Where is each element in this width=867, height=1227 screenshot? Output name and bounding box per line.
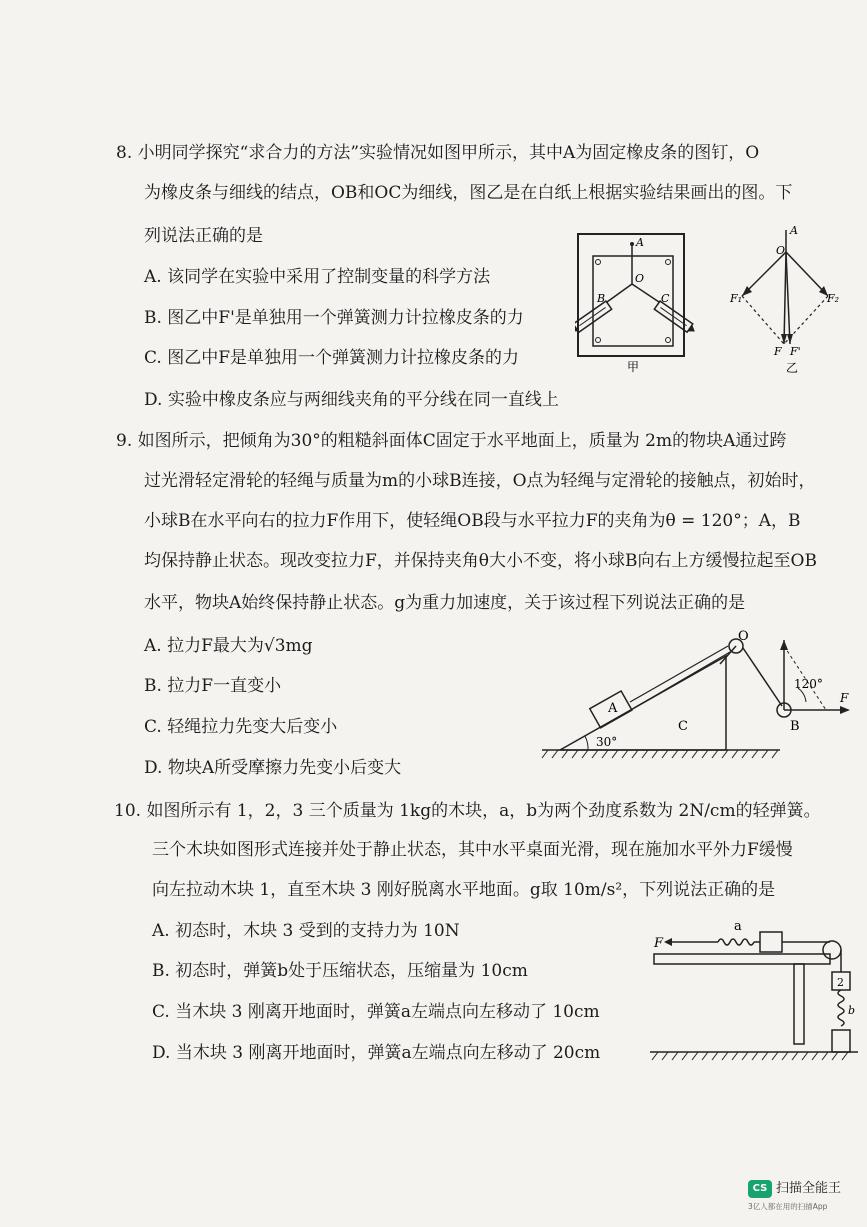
q10-option-b: B. 初态时，弹簧b处于压缩状态，压缩量为 10cm (152, 961, 528, 981)
fig-q9-label-o: O (738, 629, 749, 644)
fig-q10-label-a: a (734, 919, 742, 934)
fig-yi-label-f2: F₂ (827, 292, 840, 305)
q9-option-a: A. 拉力F最大为√3mg (144, 636, 313, 656)
figure-jia (575, 232, 695, 380)
fig-q9-label-f: F (840, 691, 849, 705)
figure-q10-springs (648, 912, 858, 1064)
fig-yi-label-fprime: F' (790, 345, 801, 358)
q9-line-3: 小球B在水平向右的拉力F作用下，使轻绳OB段与水平拉力F的夹角为θ = 120°；A，B (144, 511, 801, 531)
q8-option-d: D. 实验中橡皮条应与两细线夹角的平分线在同一直线上 (144, 390, 559, 410)
q9-option-b: B. 拉力F一直变小 (144, 676, 282, 696)
q9-line-1: 9. 如图所示，把倾角为30°的粗糙斜面体C固定于水平地面上，质量为 2m的物块A通过跨 (116, 431, 787, 451)
fig-q10-label-f: F (654, 936, 664, 951)
q10-option-a: A. 初态时，木块 3 受到的支持力为 10N (152, 921, 460, 941)
fig-yi-label-f: F (774, 345, 782, 358)
fig-yi-label-o: O (776, 244, 786, 257)
q9-line-2: 过光滑轻定滑轮的轻绳与质量为m的小球B连接，O点为轻绳与定滑轮的接触点，初始时， (144, 471, 816, 491)
q10-line-3: 向左拉动木块 1，直至木块 3 刚好脱离水平地面。g取 10m/s²，下列说法正确的是 (152, 880, 776, 900)
q10-line-2: 三个木块如图形式连接并处于静止状态，其中水平桌面光滑，现在施加水平外力F缓慢 (152, 840, 793, 860)
q10-option-d: D. 当木块 3 刚离开地面时，弹簧a左端点向左移动了 20cm (152, 1043, 601, 1063)
figure-q9-incline (540, 626, 860, 766)
fig-q9-label-a: A (608, 701, 618, 716)
fig-yi-caption: 乙 (786, 361, 799, 375)
scanner-app-name: 扫描全能王 (776, 1181, 842, 1196)
q9-line-4: 均保持静止状态。现改变拉力F，并保持夹角θ大小不变，将小球B向右上方缓慢拉起至OB (144, 551, 817, 571)
figure-yi (728, 222, 840, 380)
fig-jia-label-a: A (636, 236, 644, 249)
fig-q9-label-b: B (790, 719, 800, 734)
fig-jia-label-c: C (661, 292, 670, 305)
q10-option-c: C. 当木块 3 刚离开地面时，弹簧a左端点向左移动了 10cm (152, 1002, 600, 1022)
q8-line-3: 列说法正确的是 (144, 226, 263, 246)
fig-q10-label-b: b (848, 1004, 856, 1017)
fig-q10-label-block2: 2 (837, 976, 844, 989)
fig-q9-label-incline: 30° (596, 735, 618, 749)
fig-yi-label-a: A (790, 224, 798, 237)
fig-jia-label-o: O (635, 272, 645, 285)
q9-option-d: D. 物块A所受摩擦力先变小后变大 (144, 758, 402, 778)
q9-line-5: 水平，物块A始终保持静止状态。g为重力加速度，关于该过程下列说法正确的是 (144, 593, 746, 613)
fig-jia-label-b: B (597, 292, 606, 305)
scanner-tagline: 3亿人都在用的扫描App (748, 1202, 828, 1211)
q8-option-b: B. 图乙中F'是单独用一个弹簧测力计拉橡皮条的力 (144, 308, 524, 328)
q8-option-c: C. 图乙中F是单独用一个弹簧测力计拉橡皮条的力 (144, 348, 520, 368)
q8-line-2: 为橡皮条与细线的结点，OB和OC为细线，图乙是在白纸上根据实验结果画出的图。下 (144, 183, 793, 203)
fig-jia-caption: 甲 (627, 360, 640, 374)
fig-q9-label-angle: 120° (794, 677, 823, 691)
fig-q9-label-c: C (678, 719, 688, 734)
q9-option-c: C. 轻绳拉力先变大后变小 (144, 717, 338, 737)
fig-yi-label-f1: F₁ (730, 292, 743, 305)
scanner-watermark (748, 1180, 858, 1220)
q8-line-1: 8. 小明同学探究“求合力的方法”实验情况如图甲所示，其中A为固定橡皮条的图钉，O (116, 143, 760, 163)
scanner-logo: CS (748, 1180, 772, 1198)
q10-line-1: 10. 如图所示有 1，2，3 三个质量为 1kg的木块，a，b为两个劲度系数为 2N/cm的轻弹簧。 (114, 801, 821, 821)
q8-option-a: A. 该同学在实验中采用了控制变量的科学方法 (144, 267, 491, 287)
